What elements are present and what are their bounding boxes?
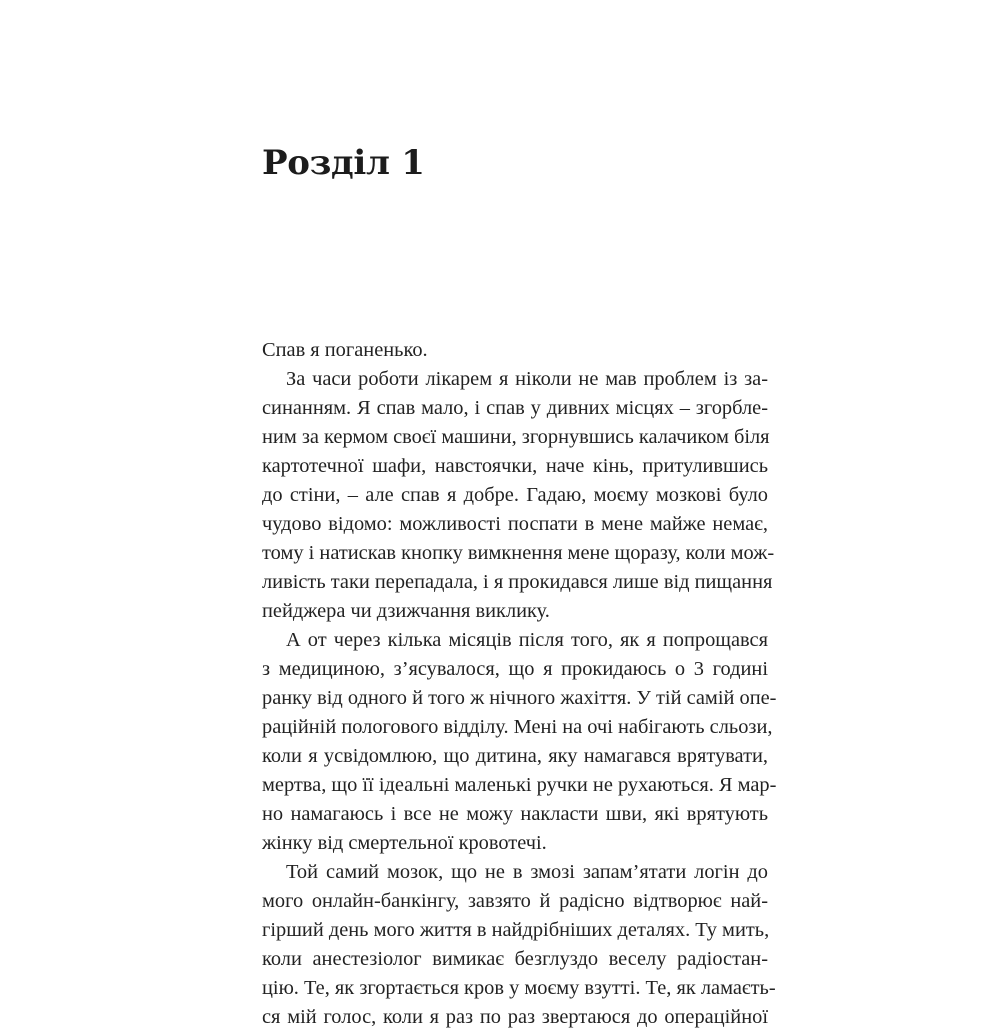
text-line: коли анестезіолог вимикає безглуздо веселу радіостан- <box>262 948 768 970</box>
text-line: ним за кермом своєї машини, згорнувшись калачиком біля <box>262 426 770 448</box>
text-line: гірший день мого життя в найдрібніших деталях. Ту мить, <box>262 919 770 941</box>
text-line: ливість таки перепадала, і я прокидався лише від пищання <box>262 571 773 593</box>
text-line: Той самий мозок, що не в змозі запам’ятати логін до <box>286 861 768 883</box>
text-line: тому і натискав кнопку вимкнення мене щоразу, коли мож- <box>262 542 775 564</box>
text-line: жінку від смертельної кровотечі. <box>262 832 547 854</box>
text-line: раційній пологового відділу. Мені на очі набігають сльози, <box>262 716 773 738</box>
text-line: коли я усвідомлюю, що дитина, яку намагався врятувати, <box>262 745 768 767</box>
text-line: з медициною, з’ясувалося, що я прокидаюсь о 3 годині <box>262 658 768 680</box>
text-line: мого онлайн-банкінгу, завзято й радісно відтворює най- <box>262 890 768 912</box>
text-line: ранку від одного й того ж нічного жахіття. У тій самій опе- <box>262 687 777 709</box>
text-line: до стіни, – але спав я добре. Гадаю, моєму мозкові було <box>262 484 768 506</box>
text-line: пейджера чи дзижчання виклику. <box>262 600 550 622</box>
text-line: Спав я поганенько. <box>262 339 428 361</box>
chapter-body <box>262 336 777 1032</box>
text-line: цію. Те, як згортається кров у моєму взутті. Те, як ламаєть- <box>262 977 776 999</box>
text-line: За часи роботи лікарем я ніколи не мав проблем із за- <box>286 368 768 390</box>
text-line: мертва, що її ідеальні маленькі ручки не рухаються. Я мар- <box>262 774 777 796</box>
text-line: ся мій голос, коли я раз по раз звертаюся до операційної <box>262 1006 768 1028</box>
text-line: А от через кілька місяців після того, як я попрощався <box>286 629 768 651</box>
text-line: картотечної шафи, навстоячки, наче кінь, притулившись <box>262 455 768 477</box>
text-line: но намагаюсь і все не можу накласти шви, які врятують <box>262 803 768 825</box>
chapter-title: Розділ 1 <box>262 143 425 183</box>
text-line: синанням. Я спав мало, і спав у дивних місцях – згорбле- <box>262 397 768 419</box>
text-line: чудово відомо: можливості поспати в мене майже немає, <box>262 513 768 535</box>
